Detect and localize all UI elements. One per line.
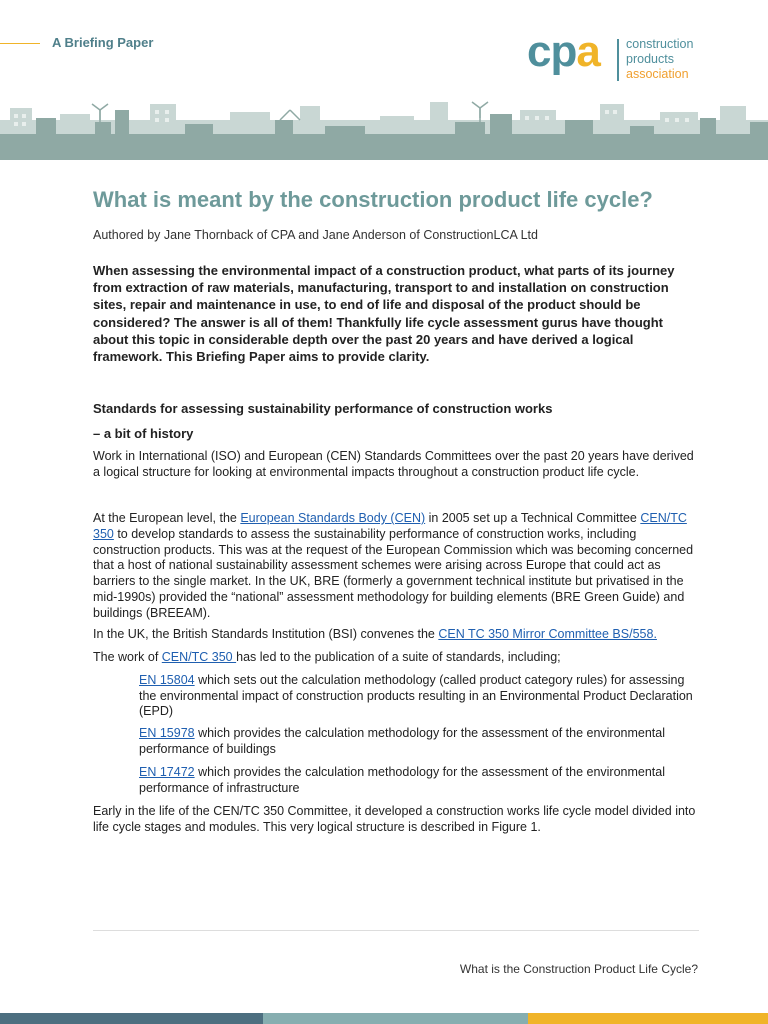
logo-mark: cpa [527,27,600,76]
intro-paragraph: When assessing the environmental impact of a construction product, what parts of its journey from extraction of raw materials, manufacturing, transport to and installation on construction sites, repair and maintenance in use, to end of life and disposal of the product should be considered? The answer is all of them! Thankfully life cycle assessment gurus have thought about this topic in considerable depth over the past 20 years and have derived a logical framework. This Briefing Paper aims to provide clarity. [93,263,675,365]
series-label: A Briefing Paper [52,35,154,50]
bsi-paragraph: In the UK, the British Standards Institution (BSI) convenes the CEN TC 350 Mirror Committee BS/558. [93,627,657,641]
cen-tc-350-link-2[interactable]: CEN/TC 350 [161,650,237,664]
life-cycle-model-paragraph: Early in the life of the CEN/TC 350 Committee, it developed a construction works life cycle model divided into life cycle stages and modules. This very logical structure is described in Figure 1. [93,804,696,834]
standard-item: EN 17472 which provides the calculation methodology for the assessment of the environmental performance of infrastructure [139,765,666,795]
footer-divider [93,930,699,931]
logo-divider [617,39,619,81]
section-subheading: – a bit of history [93,426,194,441]
section-heading: Standards for assessing sustainability performance of construction works [93,401,553,416]
cen-link[interactable]: European Standards Body (CEN) [240,511,426,525]
logo-wordmark: construction products association [626,37,694,81]
european-level-paragraph: At the European level, the European Standards Body (CEN) in 2005 set up a Technical Committee CEN/TC 350 to develop standards to assess the sustainability performance of construction works, including construction products. This was at the request of the European Commission which was becoming concerned that a host of national sustainability assessment schemes were arising across Europe that could act as barriers to the single market. In the UK, BRE (formerly a government technical institute but privatised in the mid-1990s) provided the “national” assessment methodology for building elements (BRE Green Guide) and buildings (BREEAM). [93,511,694,620]
authors-line: Authored by Jane Thornback of CPA and Jane Anderson of ConstructionLCA Ltd [93,228,538,242]
work-paragraph: The work of CEN/TC 350 has led to the publication of a suite of standards, including; [93,650,561,664]
footer-color-band-accent [528,1013,768,1024]
cen-tc-350-link[interactable]: CEN/TC 350 [93,511,687,541]
standard-item: EN 15978 which provides the calculation methodology for the assessment of the environmental performance of buildings [139,726,666,756]
en-15804-link[interactable]: EN 15804 [139,673,195,687]
footer-color-band-mid [263,1013,528,1024]
city-skyline-banner [0,100,768,160]
page-title: What is meant by the construction product life cycle? [93,187,653,212]
footer-running-title: What is the Construction Product Life Cycle? [459,962,698,976]
en-15978-link[interactable]: EN 15978 [139,726,195,740]
mirror-committee-link[interactable]: CEN TC 350 Mirror Committee BS/558. [438,627,657,641]
header-accent-rule [0,43,40,44]
history-paragraph: Work in International (ISO) and European (CEN) Standards Committees over the past 20 years have derived a logical structure for looking at environmental impacts throughout a construction product life cycle. [93,449,694,479]
en-17472-link[interactable]: EN 17472 [139,765,195,779]
footer-color-band-dark [0,1013,263,1024]
standard-item: EN 15804 which sets out the calculation methodology (called product category rules) for assessing the environmental impact of construction products resulting in an Environmental Product Declaration (EPD) [139,673,693,719]
